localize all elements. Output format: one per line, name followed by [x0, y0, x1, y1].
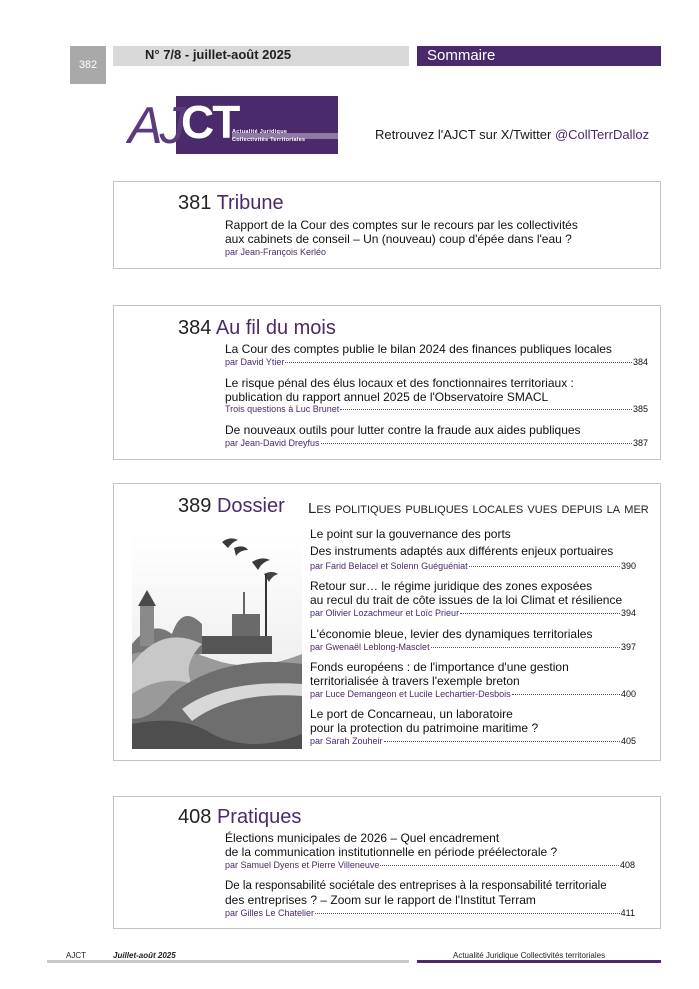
dossier-theme: Les politiques publiques locales vues depuis la mer: [308, 500, 649, 517]
entry-author: par Jean-David Dreyfus 387: [225, 438, 648, 448]
logo-graphic: [126, 96, 338, 154]
entry-title[interactable]: Le port de Concarneau, un laboratoire pour la protection du patrimoine maritime ?: [310, 707, 539, 735]
logo-subtitle-1: Actualité Juridique: [232, 129, 288, 135]
section-pratiques: [113, 796, 661, 929]
section-title: Sommaire: [427, 47, 496, 64]
entry-author: par Samuel Dyens et Pierre Villeneuve 408: [225, 860, 635, 870]
entry-title[interactable]: Le risque pénal des élus locaux et des fonctionnaires territoriaux : publication du rapport annuel 2025 de l'Observatoire SMACL: [225, 376, 574, 404]
section-heading: [178, 495, 285, 518]
entry-title[interactable]: De la responsabilité sociétale des entreprises à la responsabilité territoriale des entreprises ? – Zoom sur le rapport de l'Institut Terram: [225, 880, 607, 907]
entry-title[interactable]: De nouveaux outils pour lutter contre la fraude aux aides publiques: [225, 423, 581, 437]
entry-author: par Sarah Zouheir 405: [310, 736, 636, 746]
entry-author: par Jean-François Kerléo: [225, 247, 327, 257]
footer-date: Juillet-août 2025: [113, 951, 176, 960]
section-heading: [178, 317, 336, 340]
entry-title[interactable]: Rapport de la Cour des comptes sur le recours par les collectivités aux cabinets de conseil – Un (nouveau) coup d'épée dans l'eau ?: [225, 218, 578, 246]
twitter-text: Retrouvez l'AJCT sur X/Twitter: [375, 127, 555, 142]
footer-bar-right: [417, 960, 661, 963]
section-name: Pratiques: [216, 806, 302, 828]
svg-text:AJ: AJ: [128, 97, 183, 154]
section-number: 389: [178, 495, 212, 517]
section-tribune: [113, 181, 661, 269]
section-name: Tribune: [216, 192, 284, 214]
footer-journal: AJCT: [66, 951, 86, 960]
section-number: 408: [178, 806, 212, 828]
footer-bar-left: [47, 960, 409, 963]
svg-text:CT: CT: [181, 96, 239, 148]
entry-title[interactable]: La Cour des comptes publie le bilan 2024 des finances publiques locales: [225, 342, 612, 356]
section-number: 384: [178, 317, 212, 339]
section-name: Dossier: [216, 495, 285, 517]
footer-journal-full: Actualité Juridique Collectivités territoriales: [453, 951, 606, 960]
entry-author: par Luce Demangeon et Lucile Lechartier-Desbois 400: [310, 689, 636, 699]
twitter-line: [375, 127, 649, 142]
entry-author: par Gwenaël Leblong-Masclet 397: [310, 642, 636, 652]
entry-author: Trois questions à Luc Brunet 385: [225, 404, 648, 414]
harbor-illustration: [132, 534, 302, 749]
entry-author: par Farid Belacel et Solenn Guéguéniat 390: [310, 561, 636, 571]
entry-title[interactable]: Élections municipales de 2026 – Quel encadrement de la communication institutionnelle en période préélectorale ?: [225, 831, 558, 859]
page-number: 382: [70, 46, 106, 84]
twitter-handle[interactable]: @CollTerrDalloz: [554, 127, 650, 142]
entry-author: par Gilles Le Chatelier 411: [225, 908, 635, 918]
issue-label: N° 7/8 - juillet-août 2025: [145, 47, 292, 62]
section-number: 381: [178, 192, 212, 214]
section-dossier: [113, 483, 661, 761]
section-fil-du-mois: [113, 305, 661, 460]
entry-title[interactable]: L'économie bleue, levier des dynamiques territoriales: [310, 627, 593, 641]
entry-title[interactable]: Fonds européens : de l'importance d'une gestion territorialisée à travers l'exemple breton: [310, 660, 569, 688]
entry-author: par Olivier Lozachmeur et Loïc Prieur 394: [310, 608, 636, 618]
section-heading: [178, 192, 284, 215]
entry-title[interactable]: Retour sur… le régime juridique des zones exposées au recul du trait de côte issues de la loi Climat et résilience: [310, 579, 623, 607]
logo-subtitle-2: Collectivités Territoriales: [232, 137, 306, 143]
entry-author: par David Ytier 384: [225, 357, 648, 367]
section-name: Au fil du mois: [215, 317, 336, 339]
entry-title[interactable]: Le point sur la gouvernance des ports Des instruments adaptés aux différents enjeux portuaires: [310, 527, 614, 558]
section-heading: [178, 806, 301, 829]
ajct-logo: [126, 96, 338, 154]
